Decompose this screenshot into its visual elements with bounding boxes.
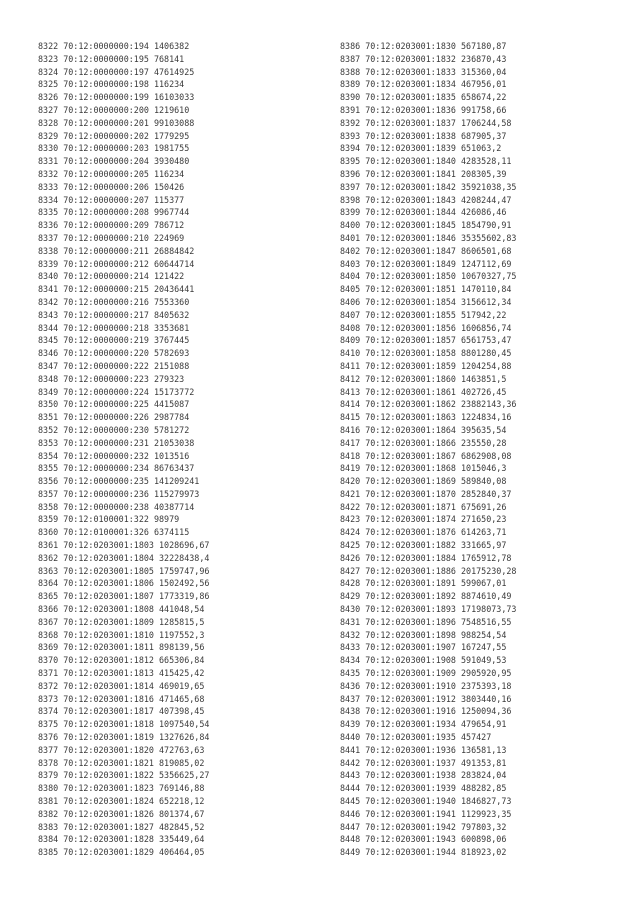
record-row: 8323 70:12:0000000:195 768141 <box>38 53 185 64</box>
record-row: 8373 70:12:0203001:1816 471465,68 <box>38 693 205 704</box>
record-row: 8353 70:12:0000000:231 21053038 <box>38 437 195 448</box>
record-row: 8324 70:12:0000000:197 47614925 <box>38 66 195 77</box>
record-row: 8360 70:12:0100001:326 6374115 <box>38 527 190 538</box>
record-row: 8386 70:12:0203001:1830 567180,87 <box>340 41 507 51</box>
left-column <box>38 40 209 859</box>
record-row: 8338 70:12:0000000:211 26884842 <box>38 245 195 256</box>
record-row: 8351 70:12:0000000:226 2987784 <box>38 412 190 423</box>
record-row: 8367 70:12:0203001:1809 1285815,5 <box>38 616 205 627</box>
record-row: 8409 70:12:0203001:1857 6561753,47 <box>340 335 512 346</box>
record-row: 8391 70:12:0203001:1836 991758,66 <box>340 104 507 115</box>
record-row: 8431 70:12:0203001:1896 7548516,55 <box>340 616 512 627</box>
record-row: 8355 70:12:0000000:234 86763437 <box>38 463 195 474</box>
record-row: 8397 70:12:0203001:1842 35921038,35 <box>340 181 517 192</box>
record-row: 8426 70:12:0203001:1884 1765912,78 <box>340 552 512 563</box>
record-row: 8406 70:12:0203001:1854 3156612,34 <box>340 296 512 307</box>
record-row: 8372 70:12:0203001:1814 469019,65 <box>38 680 205 691</box>
record-row: 8332 70:12:0000000:205 116234 <box>38 168 185 179</box>
record-row: 8392 70:12:0203001:1837 1706244,58 <box>340 117 512 128</box>
record-row: 8398 70:12:0203001:1843 4208244,47 <box>340 194 512 205</box>
record-row: 8333 70:12:0000000:206 150426 <box>38 181 185 192</box>
record-row: 8354 70:12:0000000:232 1013516 <box>38 450 190 461</box>
record-row: 8434 70:12:0203001:1908 591049,53 <box>340 655 507 666</box>
record-row: 8407 70:12:0203001:1855 517942,22 <box>340 309 507 320</box>
record-row: 8424 70:12:0203001:1876 614263,71 <box>340 527 507 538</box>
record-row: 8415 70:12:0203001:1863 1224834,16 <box>340 412 512 423</box>
record-row: 8325 70:12:0000000:198 116234 <box>38 79 185 90</box>
record-row: 8358 70:12:0000000:238 40387714 <box>38 501 195 512</box>
record-row: 8347 70:12:0000000:222 2151088 <box>38 360 190 371</box>
record-row: 8369 70:12:0203001:1811 898139,56 <box>38 642 205 653</box>
right-column <box>340 40 516 859</box>
record-row: 8396 70:12:0203001:1841 208305,39 <box>340 168 507 179</box>
record-row: 8376 70:12:0203001:1819 1327626,84 <box>38 732 210 743</box>
record-row: 8439 70:12:0203001:1934 479654,91 <box>340 719 507 730</box>
record-row: 8408 70:12:0203001:1856 1606856,74 <box>340 322 512 333</box>
record-row: 8417 70:12:0203001:1866 235550,28 <box>340 437 507 448</box>
record-row: 8331 70:12:0000000:204 3930480 <box>38 156 190 167</box>
record-row: 8441 70:12:0203001:1936 136581,13 <box>340 744 507 755</box>
record-row: 8421 70:12:0203001:1870 2852840,37 <box>340 488 512 499</box>
record-row: 8443 70:12:0203001:1938 283824,04 <box>340 770 507 781</box>
record-row: 8442 70:12:0203001:1937 491353,81 <box>340 757 507 768</box>
record-row: 8368 70:12:0203001:1810 1197552,3 <box>38 629 205 640</box>
record-row: 8405 70:12:0203001:1851 1470110,84 <box>340 284 512 295</box>
record-row: 8393 70:12:0203001:1838 687905,37 <box>340 130 507 141</box>
record-row: 8377 70:12:0203001:1820 472763,63 <box>38 744 205 755</box>
record-row: 8349 70:12:0000000:224 15173772 <box>38 386 195 397</box>
record-row: 8444 70:12:0203001:1939 488282,85 <box>340 783 507 794</box>
record-row: 8348 70:12:0000000:223 279323 <box>38 373 185 384</box>
record-row: 8382 70:12:0203001:1826 801374,67 <box>38 808 205 819</box>
record-row: 8400 70:12:0203001:1845 1854790,91 <box>340 220 512 231</box>
record-row: 8357 70:12:0000000:236 115279973 <box>38 488 200 499</box>
record-row: 8359 70:12:0100001:322 98979 <box>38 514 180 525</box>
record-row: 8330 70:12:0000000:203 1981755 <box>38 143 190 154</box>
record-row: 8329 70:12:0000000:202 1779295 <box>38 130 190 141</box>
record-row: 8344 70:12:0000000:218 3353681 <box>38 322 190 333</box>
record-row: 8435 70:12:0203001:1909 2905920,95 <box>340 668 512 679</box>
record-row: 8394 70:12:0203001:1839 651063,2 <box>340 143 502 154</box>
record-row: 8366 70:12:0203001:1808 441048,54 <box>38 604 205 615</box>
record-row: 8362 70:12:0203001:1804 32228438,4 <box>38 552 210 563</box>
record-row: 8379 70:12:0203001:1822 5356625,27 <box>38 770 210 781</box>
record-row: 8337 70:12:0000000:210 224969 <box>38 232 185 243</box>
record-row: 8378 70:12:0203001:1821 819085,02 <box>38 757 205 768</box>
record-row: 8403 70:12:0203001:1849 1247112,69 <box>340 258 512 269</box>
record-row: 8449 70:12:0203001:1944 818923,02 <box>340 847 507 858</box>
record-row: 8322 70:12:0000000:194 1406382 <box>38 41 190 51</box>
record-row: 8440 70:12:0203001:1935 457427 <box>340 732 492 743</box>
record-row: 8418 70:12:0203001:1867 6862908,08 <box>340 450 512 461</box>
record-row: 8436 70:12:0203001:1910 2375393,18 <box>340 680 512 691</box>
record-row: 8343 70:12:0000000:217 8405632 <box>38 309 190 320</box>
record-row: 8447 70:12:0203001:1942 797803,32 <box>340 821 507 832</box>
record-row: 8385 70:12:0203001:1829 406464,05 <box>38 847 205 858</box>
record-row: 8389 70:12:0203001:1834 467956,01 <box>340 79 507 90</box>
record-row: 8423 70:12:0203001:1874 271650,23 <box>340 514 507 525</box>
record-row: 8438 70:12:0203001:1916 1250094,36 <box>340 706 512 717</box>
record-row: 8428 70:12:0203001:1891 599067,01 <box>340 578 507 589</box>
record-row: 8380 70:12:0203001:1823 769146,88 <box>38 783 205 794</box>
record-row: 8412 70:12:0203001:1860 1463851,5 <box>340 373 507 384</box>
record-row: 8419 70:12:0203001:1868 1015046,3 <box>340 463 507 474</box>
record-row: 8416 70:12:0203001:1864 395635,54 <box>340 424 507 435</box>
record-row: 8361 70:12:0203001:1803 1028696,67 <box>38 540 210 551</box>
record-row: 8432 70:12:0203001:1898 988254,54 <box>340 629 507 640</box>
record-row: 8388 70:12:0203001:1833 315360,04 <box>340 66 507 77</box>
record-row: 8404 70:12:0203001:1850 10670327,75 <box>340 271 517 282</box>
record-row: 8342 70:12:0000000:216 7553360 <box>38 296 190 307</box>
record-row: 8356 70:12:0000000:235 141209241 <box>38 476 200 487</box>
record-row: 8364 70:12:0203001:1806 1502492,56 <box>38 578 210 589</box>
record-row: 8448 70:12:0203001:1943 600898,06 <box>340 834 507 845</box>
record-row: 8352 70:12:0000000:230 5781272 <box>38 424 190 435</box>
record-row: 8365 70:12:0203001:1807 1773319,86 <box>38 591 210 602</box>
record-row: 8384 70:12:0203001:1828 335449,64 <box>38 834 205 845</box>
record-row: 8437 70:12:0203001:1912 3803440,16 <box>340 693 512 704</box>
record-row: 8411 70:12:0203001:1859 1204254,88 <box>340 360 512 371</box>
record-row: 8328 70:12:0000000:201 99103088 <box>38 117 195 128</box>
record-row: 8413 70:12:0203001:1861 402726,45 <box>340 386 507 397</box>
record-row: 8336 70:12:0000000:209 786712 <box>38 220 185 231</box>
record-row: 8326 70:12:0000000:199 16103033 <box>38 92 195 103</box>
record-row: 8350 70:12:0000000:225 4415087 <box>38 399 190 410</box>
record-row: 8370 70:12:0203001:1812 665306,84 <box>38 655 205 666</box>
record-row: 8433 70:12:0203001:1907 167247,55 <box>340 642 507 653</box>
record-row: 8395 70:12:0203001:1840 4283528,11 <box>340 156 512 167</box>
record-row: 8335 70:12:0000000:208 9967744 <box>38 207 190 218</box>
record-row: 8429 70:12:0203001:1892 8874610,49 <box>340 591 512 602</box>
record-row: 8340 70:12:0000000:214 121422 <box>38 271 185 282</box>
record-row: 8422 70:12:0203001:1871 675691,26 <box>340 501 507 512</box>
record-row: 8410 70:12:0203001:1858 8801280,45 <box>340 348 512 359</box>
record-row: 8374 70:12:0203001:1817 407398,45 <box>38 706 205 717</box>
record-row: 8375 70:12:0203001:1818 1097540,54 <box>38 719 210 730</box>
record-row: 8387 70:12:0203001:1832 236870,43 <box>340 53 507 64</box>
record-row: 8341 70:12:0000000:215 20436441 <box>38 284 195 295</box>
record-row: 8363 70:12:0203001:1805 1759747,96 <box>38 565 210 576</box>
record-row: 8345 70:12:0000000:219 3767445 <box>38 335 190 346</box>
record-row: 8327 70:12:0000000:200 1219610 <box>38 104 190 115</box>
record-row: 8399 70:12:0203001:1844 426086,46 <box>340 207 507 218</box>
record-row: 8425 70:12:0203001:1882 331665,97 <box>340 540 507 551</box>
record-row: 8401 70:12:0203001:1846 35355602,83 <box>340 232 517 243</box>
record-row: 8445 70:12:0203001:1940 1846827,73 <box>340 796 512 807</box>
record-row: 8381 70:12:0203001:1824 652218,12 <box>38 796 205 807</box>
record-row: 8430 70:12:0203001:1893 17198073,73 <box>340 604 517 615</box>
record-row: 8383 70:12:0203001:1827 482845,52 <box>38 821 205 832</box>
record-row: 8339 70:12:0000000:212 60644714 <box>38 258 195 269</box>
record-row: 8402 70:12:0203001:1847 8606501,68 <box>340 245 512 256</box>
record-row: 8414 70:12:0203001:1862 23882143,36 <box>340 399 517 410</box>
record-row: 8446 70:12:0203001:1941 1129923,35 <box>340 808 512 819</box>
record-row: 8346 70:12:0000000:220 5782693 <box>38 348 190 359</box>
record-row: 8420 70:12:0203001:1869 589840,08 <box>340 476 507 487</box>
record-row: 8371 70:12:0203001:1813 415425,42 <box>38 668 205 679</box>
record-row: 8427 70:12:0203001:1886 20175230,28 <box>340 565 517 576</box>
record-row: 8334 70:12:0000000:207 115377 <box>38 194 185 205</box>
record-row: 8390 70:12:0203001:1835 658674,22 <box>340 92 507 103</box>
